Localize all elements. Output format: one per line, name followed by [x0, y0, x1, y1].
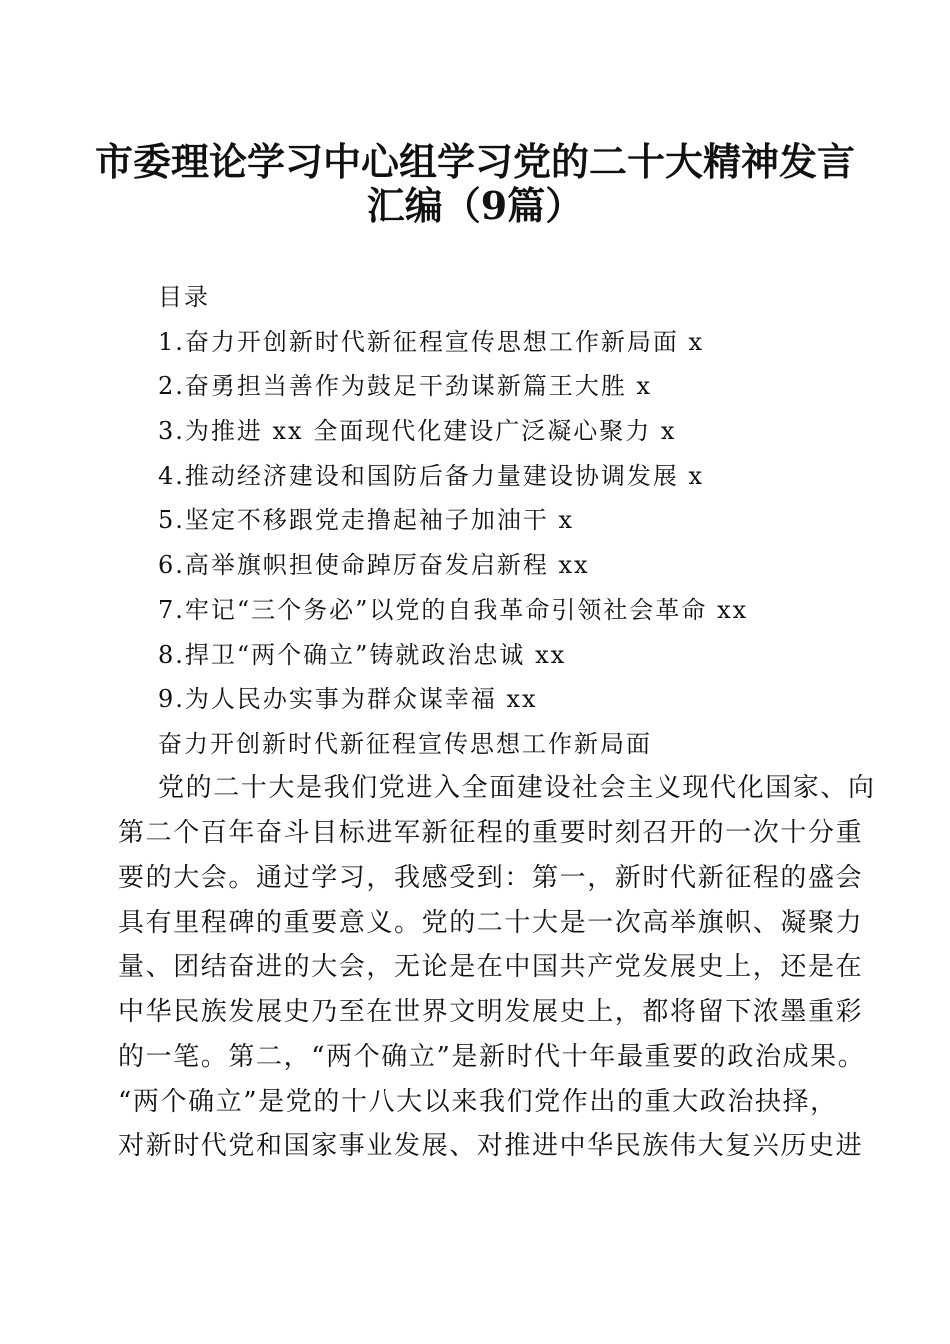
body-line: 具有里程碑的重要意义。党的二十大是一次高举旗帜、凝聚力 [118, 908, 864, 938]
body-line: 的一笔。第二，“两个确立”是新时代十年最重要的政治成果。 [118, 1042, 866, 1072]
body-line: 党的二十大是我们党进入全面建设社会主义现代化国家、向 [158, 773, 876, 803]
toc-item: 4.推动经济建设和国防后备力量建设协调发展 x [158, 462, 705, 490]
body-line: 对新时代党和国家事业发展、对推进中华民族伟大复兴历史进 [118, 1131, 864, 1161]
body-line: “两个确立”是党的十八大以来我们党作出的重大政治抉择， [118, 1087, 838, 1117]
toc-item: 9.为人民办实事为群众谋幸福 xx [158, 685, 538, 713]
toc-item: 2.奋勇担当善作为鼓足干劲谋新篇王大胜 x [158, 372, 653, 400]
body-line: 第二个百年奋斗目标进军新征程的重要时刻召开的一次十分重 [118, 818, 864, 848]
toc-item: 3.为推进 xx 全面现代化建设广泛凝心聚力 x [158, 417, 677, 445]
document-title-line-1: 市委理论学习中心组学习党的二十大精神发言 [94, 139, 855, 184]
body-line: 要的大会。通过学习，我感受到：第一，新时代新征程的盛会 [118, 863, 864, 893]
toc-item: 6.高举旗帜担使命踔厉奋发启新程 xx [158, 551, 590, 579]
toc-item: 7.牢记“三个务必”以党的自我革命引领社会革命 xx [158, 596, 749, 624]
document-title-line-2: 汇编（9篇） [366, 183, 584, 228]
toc-item: 1.奋力开创新时代新征程宣传思想工作新局面 x [158, 328, 705, 356]
section-heading: 奋力开创新时代新征程宣传思想工作新局面 [158, 730, 652, 758]
toc-item: 5.坚定不移跟党走撸起袖子加油干 x [158, 506, 575, 534]
toc-item: 8.捍卫“两个确立”铸就政治忠诚 xx [158, 641, 567, 669]
body-line: 量、团结奋进的大会，无论是在中国共产党发展史上，还是在 [118, 952, 864, 982]
body-line: 中华民族发展史乃至在世界文明发展史上，都将留下浓墨重彩 [118, 997, 864, 1027]
toc-label: 目录 [158, 283, 210, 311]
